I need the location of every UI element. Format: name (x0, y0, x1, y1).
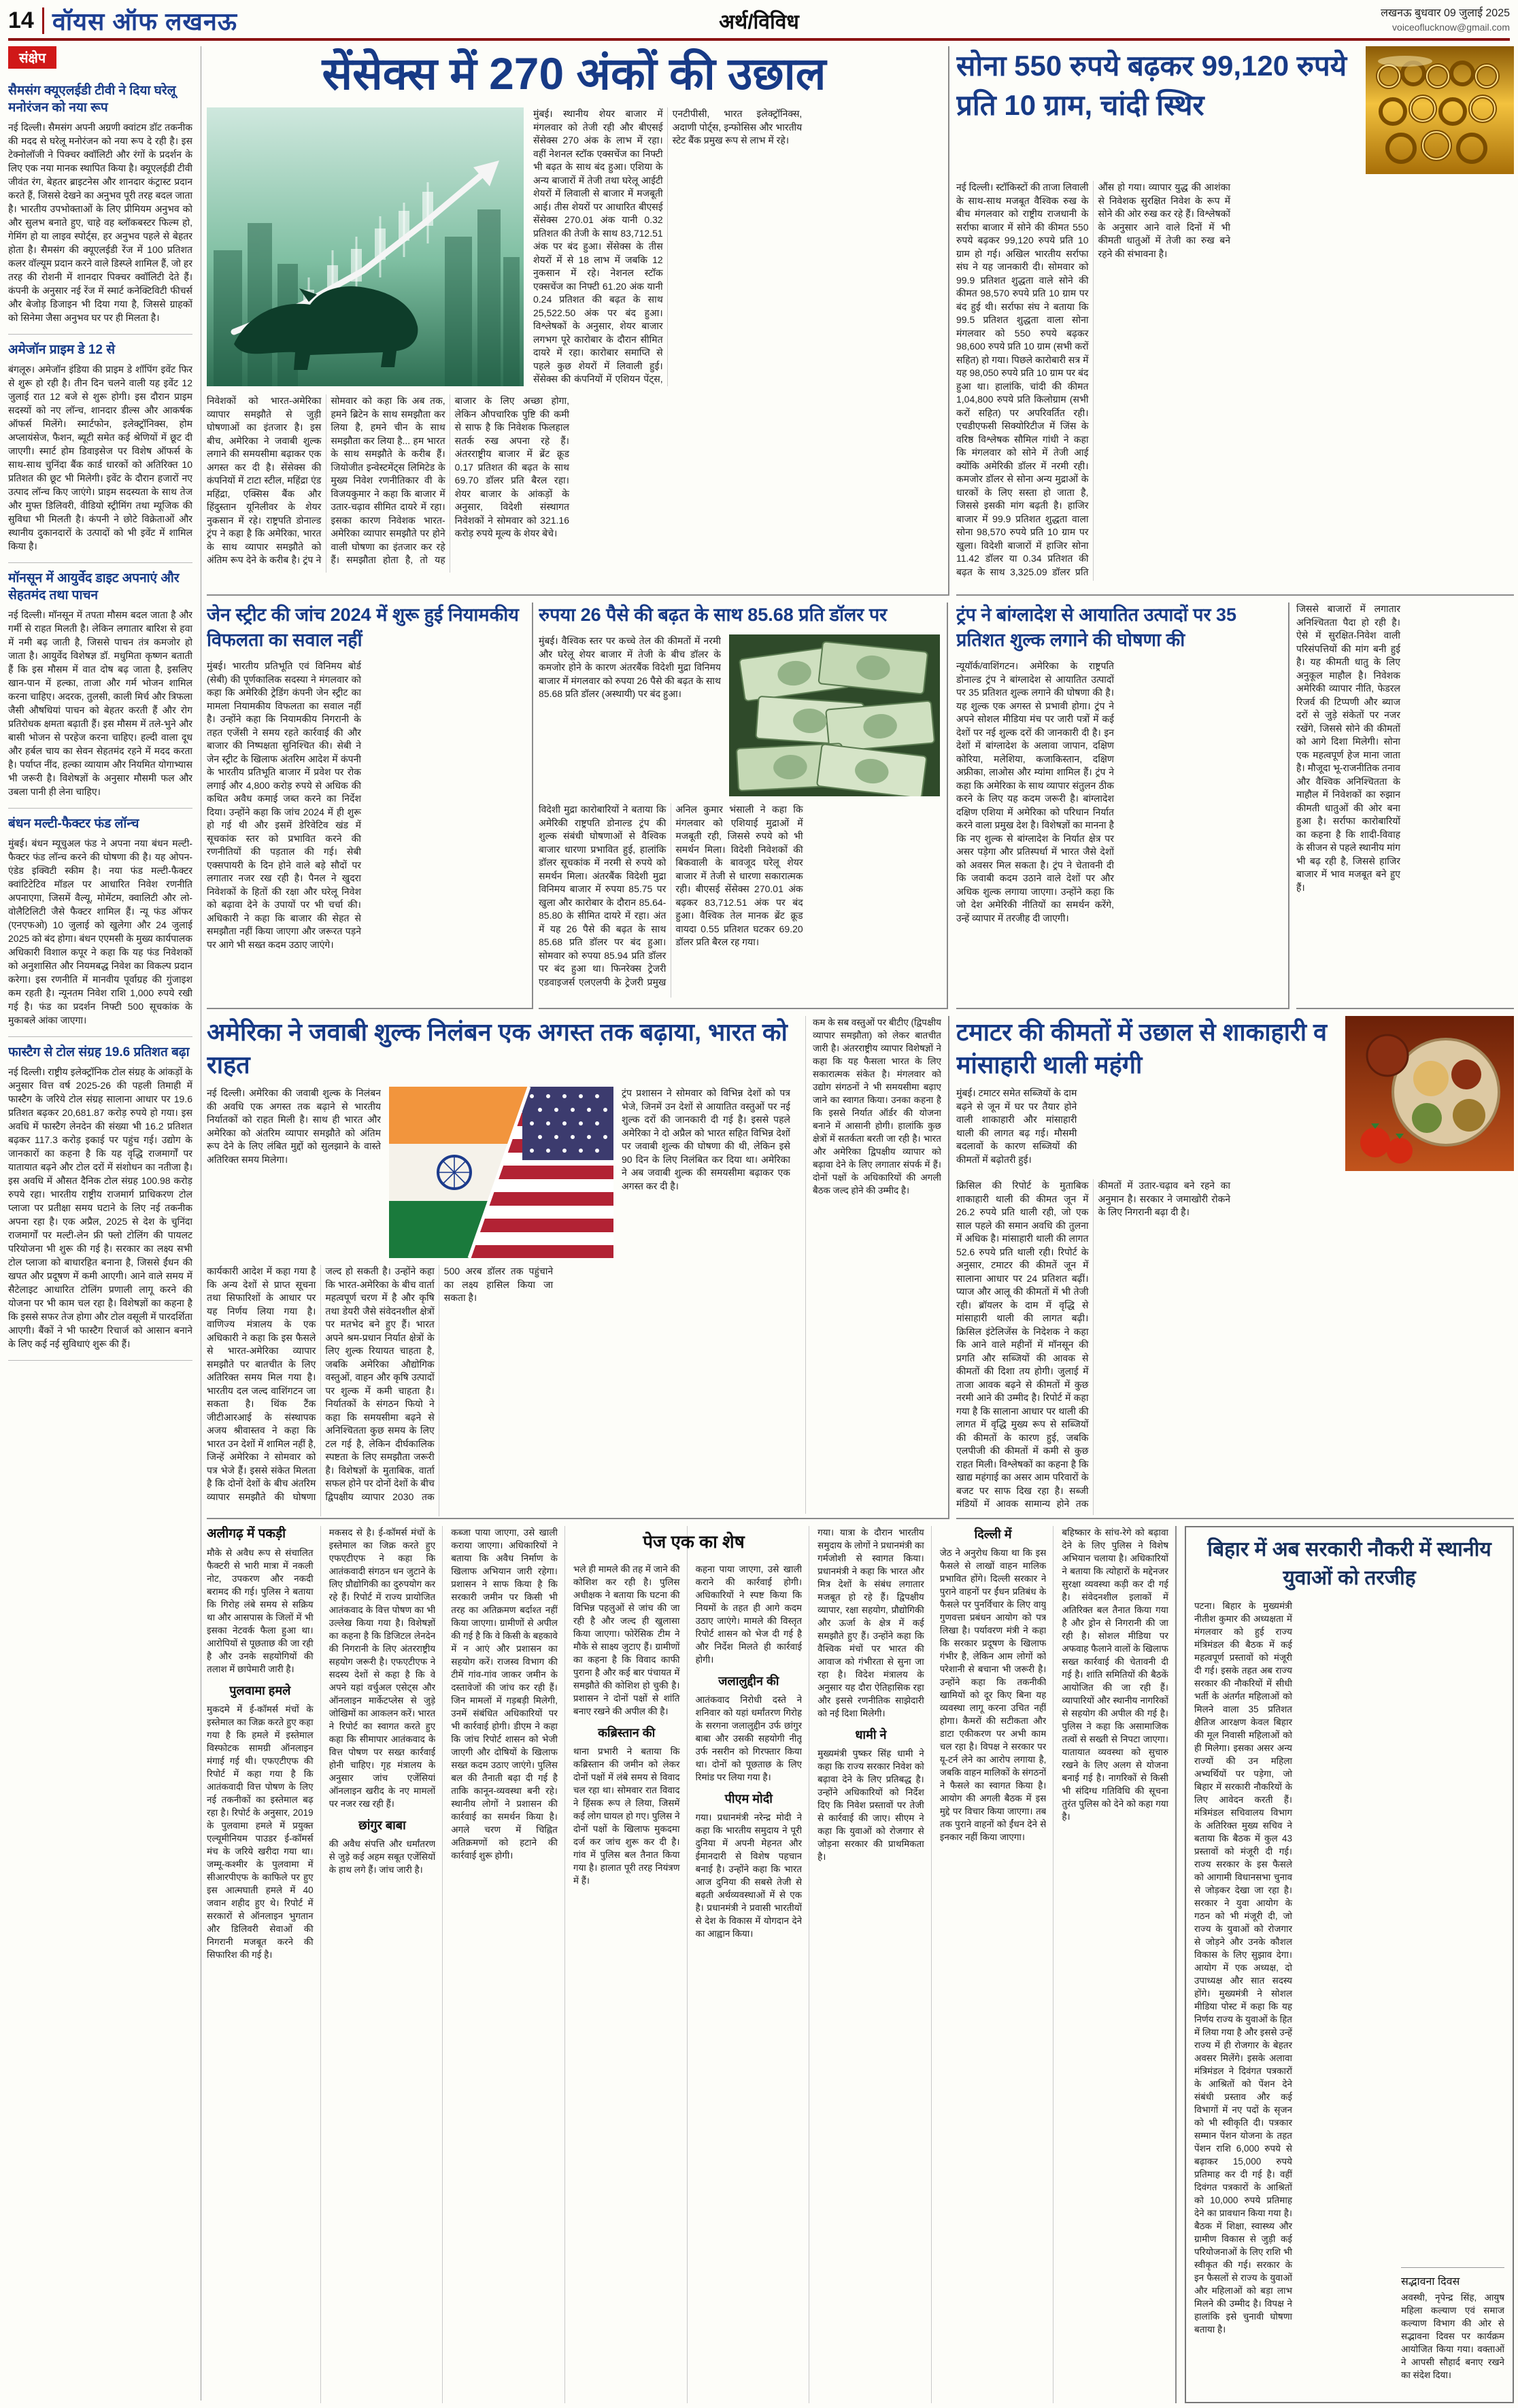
continued-col-7 (940, 1526, 1054, 2403)
india-us-flags-photo (389, 1087, 613, 1258)
brief-body: नई दिल्ली। मॉनसून में तपता मौसम बदल जाता है और गर्मी से राहत मिलती है। लेकिन लगातार बारिश से हवा में नमी बढ़ जाती है, जिससे पाचन तंत्र कमजोर हो जाता है। आयुर्वेद विशेषज्ञ डॉ. मधुमिता कृष्णन बताती हैं कि इस मौसम में वात दोष बढ़ जाता है, इसलिए खान-पान में हल्का, ताजा और गर्म भोजन शामिल करना चाहिए। अदरक, तुलसी, काली मिर्च और त्रिफला जैसी औषधियां पाचन को बेहतर करती हैं और रोग प्रतिरोधक क्षमता बढ़ाती हैं। इस मौसम में तले-भुने और बासी भोजन से परहेज करना चाहिए। हल्दी वाला दूध और हर्बल चाय का सेवन सेहतमंद रहने में मदद करता है। पर्याप्त नींद, हल्का व्यायाम और नियमित योगाभ्यास भी जरूरी है। विशेषज्ञों के अनुसार मौसमी फल और उबला पानी ही लेना चाहिए। (8, 609, 192, 797)
page-one-continued-header: पेज एक का शेष (643, 1531, 745, 1552)
stub-text: मुकदमे में ई-कॉमर्स मंचों के इस्तेमाल का जिक्र करते हुए कहा गया है कि हमले में इस्तेमाल विस्फोटक सामग्री ऑनलाइन मंगाई गई थी। एफएटीएफ की रिपोर्ट में कहा गया है कि आतंकवादी वित्त पोषण के लिए नई तकनीकों का इस्तेमाल बढ़ रहा है। रिपोर्ट के अनुसार, 2019 के पुलवामा हमले में प्रयुक्त एल्यूमीनियम पाउडर ई-कॉमर्स मंच के जरिये खरीदा गया था। जम्मू-कश्मीर के पुलवामा में सीआरपीएफ के काफिले पर हुए इस आत्मघाती हमले में 40 जवान शहीद हुए थे। रिपोर्ट में सरकारों से ऑनलाइन भुगतान और डिलिवरी सेवाओं की निगरानी मजबूत करने की सिफारिश की गई है। (207, 1704, 314, 1960)
continued-col-8 (1062, 1526, 1168, 2403)
contact-email: voiceoflucknow@gmail.com (1392, 22, 1510, 33)
brief-headline: सैमसंग क्यूएलईडी टीवी ने दिया घरेलू मनोरंजन को नया रूप (8, 84, 176, 115)
brief-body: बंगलूरु। अमेजॉन इंडिया की प्राइम डे शॉपिंग इवेंट फिर से शुरू हो रही है। तीन दिन चलने वाली यह इवेंट 12 जुलाई रात 12 बजे से शुरू होगी। इस दौरान प्राइम सदस्यों को नए लॉन्च, शानदार डील्स और आकर्षक ऑफर्स मिलेंगे। स्मार्टफोन, इलेक्ट्रॉनिक्स, होम अप्लायंसेज, फैशन, ब्यूटी समेत कई श्रेणियों में छूट दी जाएगी। स्मार्ट होम डिवाइसेज पर विशेष ऑफर्स के साथ-साथ चुनिंदा बैंक कार्ड धारकों को अतिरिक्त 10 प्रतिशत की छूट भी मिलेगी। इवेंट के दौरान हजारों नए उत्पाद लॉन्च किए जाएंगे। प्राइम सदस्यता के साथ तेज और मुफ्त डिलिवरी, वीडियो स्ट्रीमिंग तथा म्यूजिक की सुविधा भी मिलती है। कंपनी ने छोटे विक्रेताओं और स्थानीय दुकानदारों के उत्पादों को भी इवेंट में शामिल किया है। (8, 364, 192, 552)
us-tariff-body: कार्यकारी आदेश में कहा गया है कि अन्य देशों से प्राप्त सूचना तथा सिफारिशों के आधार पर यह निर्णय लिया गया है। वाणिज्य मंत्रालय के एक अधिकारी ने कहा कि इस फैसले से भारत-अमेरिका व्यापार समझौते पर बातचीत के लिए अतिरिक्त समय मिल गया है। भारतीय दल जल्द वाशिंगटन जा सकता है। थिंक टैंक जीटीआरआई के संस्थापक अजय श्रीवास्तव ने कहा कि भारत उन देशों में शामिल नहीं है, जिन्हें अमेरिका ने सोमवार को पत्र भेजे हैं। इससे संकेत मिलता है कि दोनों देशों के बीच अंतरिम व्यापार समझौते की घोषणा जल्द हो सकती है। उन्होंने कहा कि भारत-अमेरिका के बीच वार्ता महत्वपूर्ण चरण में है और कृषि तथा डेयरी जैसे संवेदनशील क्षेत्रों पर मतभेद बने हुए हैं। भारत अपने श्रम-प्रधान निर्यात क्षेत्रों के लिए शुल्क रियायत चाहता है, जबकि अमेरिका औद्योगिक वस्तुओं, वाहन और कृषि उत्पादों पर शुल्क में कमी चाहता है। निर्यातकों के संगठन फियो ने कहा कि समयसीमा बढ़ने से अनिश्चितता कुछ समय के लिए टल गई है, लेकिन दीर्घकालिक स्पष्टता के लिए समझौता जरूरी है। विशेषज्ञों के मुताबिक, वार्ता सफल होने पर दोनों देशों के बीच द्विपक्षीय व्यापार 2030 तक 500 अरब डॉलर तक पहुंचाने का लक्ष्य हासिल किया जा सकता है। (207, 1266, 554, 1502)
stub-headline-kabristan: कब्रिस्तान की (598, 1726, 656, 1740)
gold-body: नई दिल्ली। स्टॉकिस्टों की ताजा लिवाली के साथ-साथ मजबूत वैश्विक रुख के बीच मंगलवार को राष्ट्रीय राजधानी के सर्राफा बाजार में सोने की कीमत 550 रुपये बढ़कर 99,120 रुपये प्रति 10 ग्राम हो गई। अखिल भारतीय सर्राफा संघ ने यह जानकारी दी। सोमवार को 99.9 प्रतिशत शुद्धता वाले सोने की कीमत 98,570 रुपये प्रति 10 ग्राम पर बंद हुई थी। सर्राफा संघ ने बताया कि 99.5 प्रतिशत शुद्धता वाला सोना मंगलवार को 550 रुपये बढ़कर 98,600 रुपये प्रति 10 ग्राम (सभी करों सहित) हो गया। पिछले कारोबारी सत्र में यह 98,050 रुपये प्रति 10 ग्राम पर बंद हुआ था। हालांकि, चांदी की कीमत 1,04,800 रुपये प्रति किलोग्राम (सभी करों सहित) पर अपरिवर्तित रही। एचडीएफसी सिक्योरिटीज में जिंस के वरिष्ठ विश्लेषक सौमिल गांधी ने कहा कि मंगलवार को सोने में तेजी आई क्योंकि अमेरिकी डॉलर में नरमी रही। कमजोर डॉलर से सोना अन्य मुद्राओं के धारकों के लिए सस्ता हो जाता है, जिससे इसकी मांग बढ़ती है। हाजिर बाजार में 99.9 प्रतिशत शुद्धता वाला सोना 98,570 रुपये प्रति 10 ग्राम पर खुला। विदेशी बाजारों में हाजिर सोना 11.42 डॉलर या 0.34 प्रतिशत की बढ़त के साथ 3,325.09 डॉलर प्रति औंस हो गया। व्यापार युद्ध की आशंका से निवेशक सुरक्षित निवेश के रूप में सोने की ओर रुख कर रहे हैं। विश्लेषकों के अनुसार आने वाले दिनों में भी कीमती धातुओं में तेजी का रुख बने रहने की संभावना है। (956, 182, 1230, 577)
brief-headline: बंधन मल्टी-फैक्टर फंड लॉन्च (8, 817, 139, 831)
brief-body: नई दिल्ली। सैमसंग अपनी अग्रणी क्वांटम डॉट तकनीक की मदद से घरेलू मनोरंजन को नया रूप दे रही है। इस टेक्नोलॉजी ने पिक्चर क्वॉलिटी और रंगों के प्रदर्शन के लिए एक नया मानक स्थापित किया है। क्यूएलईडी टीवी जीवंत रंग, बेहतर ब्राइटनेस और शानदार कंट्रास्ट प्रदान करते हैं, जिससे देखने का अनुभव पूरी तरह बदल जाता है। भारतीय उपभोक्ताओं के लिए प्रीमियम अनुभव को और सुलभ बनाते हुए, चाहे वह ब्लॉकबस्टर फिल्म हो, गेमिंग हो या लाइव स्पोर्ट्स, हर अनुभव पहले से बेहतर होता है। सैमसंग की क्यूएलईडी रेंज में 100 प्रतिशत कलर वॉल्यूम प्रदान करने वाले डिस्प्ले शामिल हैं, जो हर तरह की रोशनी में शानदार पिक्चर क्वॉलिटी देते हैं। कंपनी के अनुसार नई रेंज में स्मार्ट कनेक्टिविटी फीचर्स और बेजोड़ डिजाइन भी दिया गया है, जिससे ग्राहकों को सिनेमा जैसा अनुभव घर पर ही मिलता है। (8, 122, 192, 323)
stub-text: कहना पाया जाएगा, उसे खाली कराने की कार्रवाई होगी। अधिकारियों ने स्पष्ट किया कि नियमों के तहत ही आगे कदम उठाए जाएंगे। मामले की विस्तृत रिपोर्ट शासन को भेज दी गई है और निर्देश मिलते ही कार्रवाई होगी। (695, 1564, 803, 1665)
stub-text: मौके से अवैध रूप से संचालित फैक्टरी से भारी मात्रा में नकली नोट, उपकरण और नकदी बरामद की गई। पुलिस ने बताया कि गिरोह लंबे समय से सक्रिय था और आसपास के जिलों में भी इसका नेटवर्क फैला हुआ था। आरोपियों से पूछताछ की जा रही है और उनके सहयोगियों की तलाश में छापेमारी जारी है। (207, 1548, 314, 1674)
stub-text: थाना प्रभारी ने बताया कि कब्रिस्तान की जमीन को लेकर दोनों पक्षों में लंबे समय से विवाद चल रहा था। सोमवार रात विवाद ने हिंसक रूप ले लिया, जिसमें कई लोग घायल हो गए। पुलिस ने दोनों पक्षों के खिलाफ मुकदमा दर्ज कर जांच शुरू कर दी है। गांव में पुलिस बल तैनात किया गया है। हालात पूरी तरह नियंत्रण में हैं। (573, 1746, 680, 1886)
paper-name: वॉयस ऑफ लखनऊ (52, 7, 238, 35)
gold-headline: सोना 550 रुपये बढ़कर 99,120 रुपये प्रति 10 ग्राम, चांदी स्थिर (956, 50, 1347, 121)
sensex-headline: सेंसेक्स में 270 अंकों की उछाल (322, 48, 826, 99)
article-us-tariff (207, 1016, 949, 1519)
continued-col-6 (817, 1526, 932, 2403)
continued-col-5 (696, 1526, 810, 2403)
masthead-left (8, 4, 719, 37)
stub-headline-sadbhavna: सद्भावना दिवस (1401, 2276, 1460, 2288)
article-tomato (956, 1016, 1514, 1519)
tomato-headline: टमाटर की कीमतों में उछाल से शाकाहारी व मांसाहारी थाली महंगी (956, 1018, 1328, 1079)
brief-item (8, 563, 192, 809)
stub-headline-aligarh: अलीगढ़ में पकड़ी (207, 1527, 286, 1541)
stub-text: बहिष्कार के सांच-रेगे को बढ़ावा देने के लिए पुलिस ने विशेष अभियान चलाया है। अधिकारियों ने बताया कि त्योहारों के मद्देनजर सुरक्षा व्यवस्था कड़ी कर दी गई है। संवेदनशील इलाकों में अतिरिक्त बल तैनात किया गया है और ड्रोन से निगरानी की जा रही है। सोशल मीडिया पर अफवाह फैलाने वालों के खिलाफ सख्त कार्रवाई की चेतावनी दी गई है। शांति समितियों की बैठकें आयोजित की जा रही हैं। व्यापारियों और स्थानीय नागरिकों से सहयोग की अपील की गई है। पुलिस ने कहा कि असामाजिक तत्वों से सख्ती से निपटा जाएगा। यातायात व्यवस्था को सुचारु रखने के लिए अलग से योजना बनाई गई है। नागरिकों से किसी भी संदिग्ध गतिविधि की सूचना तुरंत पुलिस को देने को कहा गया है। (1062, 1527, 1168, 1822)
stub-text: भले ही मामले की तह में जाने की कोशिश कर रही है। पुलिस अधीक्षक ने बताया कि घटना की विभिन्न पहलुओं से जांच की जा रही है और जल्द ही खुलासा किया जाएगा। फोरेंसिक टीम ने मौके से साक्ष्य जुटाए हैं। ग्रामीणों का कहना है कि विवाद काफी पुराना है और कई बार पंचायत में समझौते की कोशिश हो चुकी है। प्रशासन ने दोनों पक्षों से शांति बनाए रखने की अपील की है। (573, 1564, 680, 1716)
masthead-rule (8, 38, 1510, 41)
brief-headline: फास्टैग से टोल संग्रह 19.6 प्रतिशत बढ़ा (8, 1045, 190, 1059)
stub-headline-chhangur-baba: छांगुर बाबा (358, 1818, 406, 1832)
trump-bangladesh-headline: ट्रंप ने बांग्लादेश से आयातित उत्पादों पर 35 प्रतिशत शुल्क लगाने की घोषणा की (956, 605, 1237, 650)
continued-col-2 (329, 1526, 443, 2403)
article-rupee (539, 603, 948, 1009)
article-jane-street (207, 603, 533, 1009)
sensex-body: मुंबई। स्थानीय शेयर बाजार में मंगलवार को तेजी रही और बीएसई सेंसेक्स 270 अंक के लाभ में रहा। वहीं नेशनल स्टॉक एक्सचेंज का निफ्टी भी बढ़त के साथ बंद हुआ। एशिया के अन्य बाजारों में तेजी तथा घरेलू आईटी शेयरों में लिवाली से बाजार में मजबूती आई। तीस शेयरों पर आधारित बीएसई सेंसेक्स 270.01 अंक यानी 0.32 प्रतिशत की तेजी के साथ 83,712.51 अंक पर बंद हुआ। सेंसेक्स के तीस शेयरों में से 18 लाभ में जबकि 12 नुकसान में रहे। नेशनल स्टॉक एक्सचेंज का निफ्टी 61.20 अंक यानी 0.24 प्रतिशत की बढ़त के साथ 25,522.50 अंक पर बंद हुआ। विश्लेषकों के अनुसार, शेयर बाजार लगभग पूरे कारोबार के दौरान सीमित दायरे में रहा। कारोबार समाप्ति से पहले कुछ शेयरों में लिवाली हुई। सेंसेक्स की कंपनियों में एशियन पेंट्स, एनटीपीसी, भारत इलेक्ट्रॉनिक्स, अदाणी पोर्ट्स, इन्फोसिस और भारतीय स्टेट बैंक प्रमुख रूप से लाभ में रहे। (533, 108, 803, 384)
jane-street-body: मुंबई। भारतीय प्रतिभूति एवं विनिमय बोर्ड (सेबी) की पूर्णकालिक सदस्या ने मंगलवार को कहा कि अमेरिकी ट्रेडिंग कंपनी जेन स्ट्रीट का मामला नियामकीय विफलता का सवाल नहीं है। उन्होंने कहा कि नियामकीय निगरानी के तहत एजेंसी ने समय रहते कार्रवाई की और बाजार की निष्पक्षता सुनिश्चित की। सेबी ने जेन स्ट्रीट के खिलाफ अंतरिम आदेश में कंपनी के भारतीय प्रतिभूति बाजार में प्रवेश पर रोक लगाई और 4,800 करोड़ रुपये से अधिक की कथित अवैध कमाई जब्त करने का निर्देश दिया। उन्होंने कहा कि जांच 2024 में ही शुरू हो गई थी और इसमें डेरिवेटिव खंड में सूचकांक स्तर को प्रभावित करने की रणनीतियों की पड़ताल की गई। सेबी एक्सपायरी के दिन होने वाले बड़े सौदों पर लगातार नजर रख रही है। पैनल ने खुदरा निवेशकों के हितों की रक्षा और घरेलू निवेश को बढ़ावा देने के उपायों पर भी चर्चा की। अधिकारी ने कहा कि बाजार की सेहत से समझौता नहीं किया जाएगा और जरूरत पड़ने पर आगे भी सख्त कदम उठाए जाएंगे। (207, 660, 361, 950)
stub-text: मुख्यमंत्री पुष्कर सिंह धामी ने कहा कि राज्य सरकार निवेश को बढ़ावा देने के लिए प्रतिबद्ध है। उन्होंने अधिकारियों को निर्देश दिए कि निवेश प्रस्तावों पर तेजी से कार्रवाई की जाए। सीएम ने कहा कि युवाओं को रोजगार से जोड़ना सरकार की प्राथमिकता है। (817, 1748, 924, 1862)
stub-text: मकसद से है। ई-कॉमर्स मंचों के इस्तेमाल का जिक्र करते हुए एफएटीएफ ने कहा कि आतंकवादी संगठन धन जुटाने के लिए प्रौद्योगिकी का दुरुपयोग कर रहे हैं। रिपोर्ट में राज्य प्रायोजित आतंकवाद के वित्त पोषण का भी उल्लेख किया गया है। विशेषज्ञों का कहना है कि डिजिटल लेनदेन की निगरानी के लिए अंतरराष्ट्रीय सहयोग जरूरी है। एफएटीएफ ने सदस्य देशों से कहा है कि वे अपने यहां वर्चुअल एसेट्स और ऑनलाइन मार्केटप्लेस से जुड़े जोखिमों का आकलन करें। भारत ने रिपोर्ट का स्वागत करते हुए कहा कि सीमापार आतंकवाद के वित्त पोषण पर सख्त कार्रवाई होनी चाहिए। गृह मंत्रालय के अनुसार जांच एजेंसियां ऑनलाइन खरीद के नए मामलों पर नजर रख रही हैं। (328, 1527, 436, 1809)
article-trump-bangladesh (956, 603, 1289, 1009)
stub-headline-dhami: धामी ने (855, 1728, 887, 1742)
article-bihar-jobs (1185, 1526, 1514, 2403)
trump-bangladesh-body: न्यूयॉर्क/वाशिंगटन। अमेरिका के राष्ट्रपति डोनाल्ड ट्रंप ने बांग्लादेश से आयातित उत्पादों पर 35 प्रतिशत शुल्क लगाने की घोषणा की है। यह शुल्क एक अगस्त से प्रभावी होगा। ट्रंप ने अपने सोशल मीडिया मंच पर जारी पत्रों में कई देशों पर नई शुल्क दरों की जानकारी दी है। इन देशों में बांग्लादेश के अलावा जापान, दक्षिण कोरिया, मलेशिया, कजाकिस्तान, दक्षिण अफ्रीका, लाओस और म्यांमा शामिल हैं। ट्रंप ने कहा कि अमेरिका के साथ व्यापार संतुलन ठीक करने के लिए यह कदम जरूरी है। बांग्लादेश दक्षिण एशिया में अमेरिका को परिधान निर्यात करने वाला प्रमुख देश है। विशेषज्ञों का मानना है कि नए शुल्क से बांग्लादेश के निर्यात क्षेत्र पर असर पड़ेगा और प्रतिस्पर्धा में भारत जैसे देशों को अवसर मिल सकता है। ट्रंप ने चेतावनी दी कि जवाबी कदम उठाने वाले देशों पर और अधिक शुल्क लगाया जाएगा। उन्होंने कहा कि जो देश अमेरिकी नीतियों का समर्थन करेंगे, उन्हें व्यापार में तरजीह दी जाएगी। (956, 660, 1114, 923)
article-gold-continued (1296, 603, 1514, 1009)
continued-col-1 (207, 1526, 321, 2403)
us-tariff-side-column: कम के सब वस्तुओं पर बीटीए (द्विपक्षीय व्यापार समझौता) को लेकर बातचीत जारी है। अंतरराष्ट्रीय व्यापार विशेषज्ञों ने कहा कि यह फैसला भारत के लिए सकारात्मक संकेत है। मंगलवार को उद्योग संगठनों ने भी समयसीमा बढ़ाए जाने का स्वागत किया। उनका कहना है कि इससे निर्यात ऑर्डर की योजना बनाने में आसानी होगी। हालांकि कुछ क्षेत्रों में सतर्कता बरती जा रही है। भारत और अमेरिका द्विपक्षीय व्यापार को बढ़ावा देने के लिए लगातार संपर्क में हैं। दोनों पक्षों के अधिकारियों की अगली बैठक जल्द होने की उम्मीद है। (805, 1016, 941, 1514)
stub-text: आतंकवाद निरोधी दस्ते ने शनिवार को यहां धर्मांतरण गिरोह के सरगना जलालुद्दीन उर्फ छांगुर बाबा और उसकी सहयोगी नीतू उर्फ नसरीन को गिरफ्तार किया था। दोनों को पूछताछ के लिए रिमांड पर लिया गया है। (695, 1695, 803, 1782)
bihar-headline: बिहार में अब सरकारी नौकरी में स्थानीय युवाओं को तरजीह (1207, 1538, 1491, 1589)
tomato-body: क्रिसिल की रिपोर्ट के मुताबिक शाकाहारी थाली की कीमत जून में 26.2 रुपये प्रति थाली रही, जो एक साल पहले की समान अवधि की तुलना में अधिक है। मांसाहारी थाली की लागत 52.6 रुपये प्रति थाली रही। रिपोर्ट के अनुसार, टमाटर की कीमतें जून में सालाना आधार पर 24 प्रतिशत बढ़ीं। प्याज और आलू की कीमतों में भी तेजी रही। ब्रॉयलर के दाम में वृद्धि से मांसाहारी थाली की लागत बढ़ी। क्रिसिल इंटेलिजेंस के निदेशक ने कहा कि आने वाले महीनों में मॉनसून की प्रगति और सब्जियों की आवक से कीमतों की दिशा तय होगी। जुलाई में ताजा आवक बढ़ने से कीमतों में कुछ नरमी आने की उम्मीद है। रिपोर्ट में कहा गया है कि सालाना आधार पर थाली की लागत में वृद्धि मुख्य रूप से सब्जियों की कीमतों के कारण हुई, जबकि एलपीजी की कीमतों में कमी से कुछ राहत मिली। विश्लेषकों का कहना है कि खाद्य महंगाई का असर आम परिवारों के बजट पर साफ दिख रहा है। सब्जी मंडियों में आवक सामान्य होने तक कीमतों में उतार-चढ़ाव बने रहने का अनुमान है। सरकार ने जमाखोरी रोकने के लिए निगरानी बढ़ा दी है। (956, 1180, 1230, 1509)
brief-item (8, 809, 192, 1037)
page-one-continued (207, 1526, 1177, 2403)
brief-headline: अमेजॉन प्राइम डे 12 से (8, 343, 116, 357)
stub-headline-pm-modi: पीएम मोदी (724, 1792, 773, 1805)
continued-col-4 (573, 1526, 688, 2403)
brief-item (8, 335, 192, 563)
masthead (8, 4, 1510, 37)
jane-street-headline: जेन स्ट्रीट की जांच 2024 में शुरू हुई नियामकीय विफलता का सवाल नहीं (207, 605, 519, 650)
rupee-headline: रुपया 26 पैसे की बढ़त के साथ 85.68 प्रति डॉलर पर (539, 605, 888, 625)
brief-headline: मॉनसून में आयुर्वेद डाइट अपनाएं और सेहतमंद तथा पाचन (8, 571, 180, 603)
food-thali-photo (1345, 1016, 1514, 1171)
brief-body: मुंबई। बंधन म्यूचुअल फंड ने अपना नया बंधन मल्टी-फैक्टर फंड लॉन्च करने की घोषणा की है। यह ओपन-एंडेड इक्विटी स्कीम है। नया फंड मल्टी-फैक्टर क्वांटिटेटिव मॉडल पर आधारित निवेश रणनीति अपनाएगा, जिसमें वैल्यू, मोमेंटम, क्वालिटी और लो-वोलैटिलिटी जैसे फैक्टर शामिल हैं। न्यू फंड ऑफर (एनएफओ) 10 जुलाई को खुलेगा और 24 जुलाई 2025 को बंद होगा। बंधन एएमसी के मुख्य कार्यपालक अधिकारी विशाल कपूर ने कहा कि यह फंड निवेशकों को अनुशासित और नियमबद्ध निवेश का विकल्प प्रदान करेगा। इस रणनीति में मानवीय पूर्वाग्रह की गुंजाइश कम रहती है। न्यूनतम निवेश राशि 1,000 रुपये रखी गई है। फंड का प्रदर्शन निफ्टी 500 सूचकांक के मुकाबले आंका जाएगा। (8, 838, 192, 1025)
us-tariff-headline: अमेरिका ने जवाबी शुल्क निलंबन एक अगस्त तक बढ़ाया, भारत को राहत (207, 1018, 788, 1079)
stub-text: अवस्थी, नृपेन्द्र सिंह, आयुष महिला कल्याण एवं समाज कल्याण विभाग की ओर से सद्भावना दिवस पर कार्यक्रम आयोजित किया गया। वक्ताओं ने आपसी सौहार्द बनाए रखने का संदेश दिया। (1401, 2292, 1504, 2380)
brief-body: नई दिल्ली। राष्ट्रीय इलेक्ट्रॉनिक टोल संग्रह के आंकड़ों के अनुसार वित्त वर्ष 2025-26 की पहली तिमाही में फास्टैग के जरिये टोल संग्रह सालाना आधार पर 19.6 प्रतिशत बढ़कर 20,681.87 करोड़ रुपये हो गया। इस अवधि में फास्टैग लेनदेन की संख्या भी 16.2 प्रतिशत बढ़कर 117.3 करोड़ इकाई पर पहुंच गई। उद्योग के जानकारों का कहना है कि यह वृद्धि राजमार्गों पर यातायात बढ़ने और टोल दरों में संशोधन का नतीजा है। इस अवधि में औसत दैनिक टोल संग्रह 100.98 करोड़ रुपये रहा। भारतीय राष्ट्रीय राजमार्ग प्राधिकरण टोल प्लाजा पर प्रतीक्षा समय घटाने के लिए नई तकनीक अपना रहा है। एक अप्रैल, 2025 से देश के चुनिंदा राजमार्गों पर मल्टी-लेन फ्री फ्लो टोलिंग की पायलट परियोजना भी शुरू की गई है। सरकार का लक्ष्य सभी टोल प्लाजा को बाधारहित बनाना है, जिससे ईंधन की खपत और प्रदूषण में कमी आएगी। आने वाले समय में सैटेलाइट आधारित टोलिंग प्रणाली लागू करने की योजना पर भी काम चल रहा है। विशेषज्ञों का कहना है कि इससे सफर तेज होगा और टोल वसूली में पारदर्शिता आएगी। बैंकों ने भी फास्टैग रिचार्ज को आसान बनाने के लिए कई नई सुविधाएं शुरू की हैं। (8, 1066, 192, 1349)
sadbhavna-stub (1401, 2267, 1504, 2394)
us-tariff-beside: ट्रंप प्रशासन ने सोमवार को विभिन्न देशों को पत्र भेजे, जिनमें उन देशों से आयातित वस्तुओं पर नई शुल्क दरों की जानकारी दी गई है। इससे पहले अमेरिका ने दो अप्रैल को भारत सहित विभिन्न देशों पर जवाबी शुल्क की घोषणा की थी, लेकिन इसे 90 दिन के लिए निलंबित कर दिया था। अमेरिका ने अब जवाबी शुल्क की समयसीमा बढ़ाकर एक अगस्त कर दी है। (622, 1087, 790, 1191)
sensex-body-more: निवेशकों को भारत-अमेरिका व्यापार समझौते से जुड़ी घोषणाओं का इंतजार है। इस बीच, अमेरिका ने जवाबी शुल्क लगाने की समयसीमा बढ़ाकर एक अगस्त कर दी है। सेंसेक्स की कंपनियों में टाटा स्टील, महिंद्रा एंड महिंद्रा, एक्सिस बैंक और हिंदुस्तान यूनिलीवर के शेयर नुकसान में रहे। राष्ट्रपति डोनाल्ड ट्रंप ने कहा है कि अमेरिका, भारत के साथ व्यापार समझौते को अंतिम रूप देने के करीब है। ट्रंप ने सोमवार को कहा कि अब तक, हमने ब्रिटेन के साथ समझौता कर लिया है, हमने चीन के साथ समझौता कर लिया है... हम भारत के साथ समझौते के करीब हैं। जियोजीत इन्वेस्टमेंट्स लिमिटेड के मुख्य निवेश रणनीतिकार वी के विजयकुमार ने कहा कि बाजार में उतार-चढ़ाव सीमित दायरे में रहा। इसका कारण निवेशक भारत-अमेरिका व्यापार समझौते पर होने वाली घोषणा का इंतजार कर रहे हैं। समझौता होता है, तो यह बाजार के लिए अच्छा होगा, लेकिन औपचारिक पुष्टि की कमी से साफ है कि निवेशक फिलहाल सतर्क रुख अपना रहे हैं। अंतरराष्ट्रीय बाजार में ब्रेंट क्रूड 0.17 प्रतिशत की बढ़त के साथ 69.70 डॉलर प्रति बैरल रहा। शेयर बाजार के आंकड़ों के अनुसार, विदेशी संस्थागत निवेशकों ने सोमवार को 321.16 करोड़ रुपये मूल्य के शेयर बेचे। (207, 395, 569, 565)
stub-headline-delhi: दिल्ली में (974, 1527, 1012, 1541)
article-sensex (207, 46, 949, 596)
brief-section-tag: संक्षेप (8, 46, 56, 69)
stub-text: गया। प्रधानमंत्री नरेन्द्र मोदी ने कहा कि भारतीय समुदाय ने पूरी दुनिया में अपनी मेहनत और ईमानदारी से विशेष पहचान बनाई है। उन्होंने कहा कि भारत आज दुनिया की सबसे तेजी से बढ़ती अर्थव्यवस्थाओं में से एक है। प्रधानमंत्री ने प्रवासी भारतीयों से देश के विकास में योगदान देने का आह्वान किया। (695, 1812, 803, 1939)
masthead-right (799, 7, 1510, 34)
stub-text: की अवैध संपत्ति और धर्मांतरण से जुड़े कई अहम सबूत एजेंसियों के हाथ लगे हैं। जांच जारी है। (328, 1839, 436, 1875)
rupee-body: विदेशी मुद्रा कारोबारियों ने बताया कि अमेरिकी राष्ट्रपति डोनाल्ड ट्रंप की शुल्क संबंधी घोषणाओं से वैश्विक बाजार धारणा प्रभावित हुई, हालांकि डॉलर सूचकांक में नरमी से रुपये को समर्थन मिला। अंतरबैंक विदेशी मुद्रा विनिमय बाजार में रुपया 85.75 पर खुला और कारोबार के दौरान 85.64-85.80 के सीमित दायरे में रहा। अंत में यह 26 पैसे की बढ़त के साथ 85.68 प्रति डॉलर पर बंद हुआ। सोमवार को रुपया 85.94 प्रति डॉलर पर बंद हुआ था। फिनरेक्स ट्रेजरी एडवाइजर्स एलएलपी के ट्रेजरी प्रमुख अनिल कुमार भंसाली ने कहा कि मंगलवार को एशियाई मुद्राओं में मजबूती रही, जिससे रुपये को भी समर्थन मिला। विदेशी निवेशकों की बिकवाली के बावजूद घरेलू शेयर बाजार में तेजी से धारणा सकारात्मक रही। बीएसई सेंसेक्स 270.01 अंक बढ़कर 83,712.51 अंक पर बंद हुआ। वैश्विक तेल मानक ब्रेंट क्रूड वायदा 0.55 प्रतिशत घटकर 69.20 डॉलर प्रति बैरल रह गया। (539, 804, 803, 987)
rupee-lead: मुंबई। वैश्विक स्तर पर कच्चे तेल की कीमतों में नरमी और घरेलू शेयर बाजार में तेजी के बीच डॉलर के कमजोर होने के कारण अंतरबैंक विदेशी मुद्रा विनिमय बाजार में मंगलवार को रुपया 26 पैसे की बढ़त के साथ 85.68 प्रति डॉलर (अस्थायी) पर बंद हुआ। (539, 635, 721, 699)
stub-text: जेठ ने अनुरोध किया था कि इस फैसले से लाखों वाहन मालिक प्रभावित होंगे। दिल्ली सरकार ने पुराने वाहनों पर ईंधन प्रतिबंध के फैसले पर पुनर्विचार के लिए वायु गुणवत्ता प्रबंधन आयोग को पत्र लिखा है। पर्यावरण मंत्री ने कहा कि सरकार प्रदूषण के खिलाफ गंभीर है, लेकिन आम लोगों को परेशानी से बचाना भी जरूरी है। उन्होंने कहा कि तकनीकी खामियों को दूर किए बिना यह व्यवस्था लागू करना उचित नहीं होगा। कैमरों की सटीकता और डाटा एकीकरण पर अभी काम चल रहा है। विपक्ष ने सरकार पर यू-टर्न लेने का आरोप लगाया है, जबकि वाहन मालिकों के संगठनों ने फैसले का स्वागत किया है। आयोग की अगली बैठक में इस मुद्दे पर विचार किया जाएगा। तब तक पुराने वाहनों को ईंधन देने से इनकार नहीं किया जाएगा। (939, 1548, 1047, 1842)
stub-text: गया। यात्रा के दौरान भारतीय समुदाय के लोगों ने प्रधानमंत्री का गर्मजोशी से स्वागत किया। प्रधानमंत्री ने कहा कि भारत और मित्र देशों के संबंध लगातार मजबूत हो रहे हैं। द्विपक्षीय व्यापार, रक्षा सहयोग, प्रौद्योगिकी और ऊर्जा के क्षेत्र में कई समझौते हुए हैं। उन्होंने कहा कि वैश्विक मंचों पर भारत की आवाज को गंभीरता से सुना जा रहा है। विदेश मंत्रालय के अनुसार यह दौरा ऐतिहासिक रहा और इससे रणनीतिक साझेदारी को नई दिशा मिलेगी। (817, 1527, 924, 1718)
gold-jewellery-photo (1366, 46, 1514, 174)
stock-market-bull-photo (207, 107, 524, 386)
tomato-lead: मुंबई। टमाटर समेत सब्जियों के दाम बढ़ने से जून में घर पर तैयार होने वाली शाकाहारी और मांसाहारी थाली की लागत बढ़ गई। मौसमी बदलावों के कारण सब्जियों की कीमतों में बढ़ोतरी हुई। (956, 1087, 1077, 1165)
stub-headline-jalaluddin: जलालुद्दीन की (718, 1674, 779, 1688)
stub-headline-pulwama: पुलवामा हमले (229, 1684, 291, 1697)
brief-item (8, 75, 192, 335)
brief-column (8, 46, 201, 2401)
bihar-body: पटना। बिहार के मुख्यमंत्री नीतीश कुमार की अध्यक्षता में मंगलवार को हुई राज्य मंत्रिमंडल की बैठक में कई महत्वपूर्ण प्रस्तावों को मंजूरी दी गई। इसके तहत अब राज्य सरकार की नौकरियों में सीधी भर्ती के अंतर्गत महिलाओं को मिलने वाला 35 प्रतिशत क्षैतिज आरक्षण केवल बिहार की मूल निवासी महिलाओं को ही मिलेगा। इसका असर अन्य राज्यों की उन महिला अभ्यर्थियों पर पड़ेगा, जो बिहार में सरकारी नौकरियों के लिए आवेदन करती हैं। मंत्रिमंडल सचिवालय विभाग के अतिरिक्त मुख्य सचिव ने बताया कि बैठक में कुल 43 प्रस्तावों को मंजूरी दी गई। राज्य सरकार के इस फैसले को आगामी विधानसभा चुनाव से जोड़कर देखा जा रहा है। सरकार ने युवा आयोग के गठन को भी मंजूरी दी, जो राज्य के युवाओं को रोजगार से जोड़ने और उनके कौशल विकास के लिए सुझाव देगा। आयोग में एक अध्यक्ष, दो उपाध्यक्ष और सात सदस्य होंगे। मुख्यमंत्री ने सोशल मीडिया पोस्ट में कहा कि यह निर्णय राज्य के युवाओं के हित में लिया गया है और इससे उन्हें राज्य में ही रोजगार के बेहतर अवसर मिलेंगे। इसके अलावा मंत्रिमंडल ने दिवंगत पत्रकारों के आश्रितों को पेंशन देने संबंधी प्रस्ताव और कई विभागों में नए पदों के सृजन को भी स्वीकृति दी। पत्रकार सम्मान पेंशन योजना के तहत पेंशन राशि 6,000 रुपये से बढ़ाकर 15,000 रुपये प्रतिमाह कर दी गई है। वहीं दिवंगत पत्रकारों के आश्रितों को 10,000 रुपये प्रतिमाह देने का प्रावधान किया गया है। बैठक में शिक्षा, स्वास्थ्य और ग्रामीण विकास से जुड़ी कई परियोजनाओं के लिए राशि भी स्वीकृत की गई। सरकार के इन फैसलों से राज्य के युवाओं और महिलाओं को बड़ा लाभ मिलने की उम्मीद है। विपक्ष ने हालांकि इसे चुनावी घोषणा बताया है। (1194, 1601, 1292, 2335)
gold-body-more: जिससे बाजारों में लगातार अनिश्चितता पैदा हो रही है। ऐसे में सुरक्षित-निवेश वाली परिसंपत्तियों की मांग बनी हुई है। यह कीमती धातु के लिए अनुकूल माहौल है। निवेशक अमेरिकी व्यापार नीति, फेडरल रिजर्व की टिप्पणी और ब्याज दरों से जुड़े संकेतों पर नजर रखेंगे, जिससे सोने की कीमतों को आगे दिशा मिलेगी। सोना एक महत्वपूर्ण हेज माना जाता है। मौजूदा भू-राजनीतिक तनाव और वैश्विक अनिश्चितता के माहौल में निवेशकों का रुझान कीमती धातुओं की ओर बना हुआ है। सर्राफा कारोबारियों का कहना है कि शादी-विवाह के सीजन से पहले स्थानीय मांग भी बढ़ रही है, जिससे हाजिर बाजार में भाव मजबूत बने हुए हैं। (1296, 603, 1401, 893)
article-gold (956, 46, 1514, 596)
date-line: लखनऊ बुधवार 09 जुलाई 2025 (1381, 7, 1510, 19)
us-tariff-lead: नई दिल्ली। अमेरिका की जवाबी शुल्क के निलंबन की अवधि एक अगस्त तक बढ़ाने से भारतीय निर्यातकों को राहत मिली है। साथ ही भारत और अमेरिका को अंतरिम व्यापार समझौते को अंतिम रूप देने के लिए लंबित मुद्दों को सुलझाने के वास्ते अतिरिक्त समय मिलेगा। (207, 1087, 381, 1165)
page-number: 14 (8, 7, 44, 34)
dollar-notes-photo (729, 634, 940, 796)
continued-col-3 (451, 1526, 565, 2403)
brief-item (8, 1037, 192, 1361)
section-title: अर्थ/विविध (719, 10, 799, 33)
stub-text: कब्जा पाया जाएगा, उसे खाली कराया जाएगा। अधिकारियों ने बताया कि अवैध निर्माण के खिलाफ अभियान जारी रहेगा। प्रशासन ने साफ किया है कि सरकारी जमीन पर किसी भी तरह का अतिक्रमण बर्दाश्त नहीं किया जाएगा। ग्रामीणों से अपील की गई है कि वे किसी के बहकावे में न आएं और प्रशासन का सहयोग करें। राजस्व विभाग की टीमें गांव-गांव जाकर जमीन के दस्तावेजों की जांच कर रही हैं। जिन मामलों में गड़बड़ी मिलेगी, उनमें संबंधित अधिकारियों पर भी कार्रवाई होगी। डीएम ने कहा कि जांच रिपोर्ट शासन को भेजी जाएगी और दोषियों के खिलाफ सख्त कदम उठाए जाएंगे। पुलिस बल की तैनाती बढ़ा दी गई है ताकि कानून-व्यवस्था बनी रहे। स्थानीय लोगों ने प्रशासन की कार्रवाई का समर्थन किया है। अगले चरण में चिह्नित अतिक्रमणों को हटाने की कार्रवाई शुरू होगी। (451, 1527, 558, 1861)
